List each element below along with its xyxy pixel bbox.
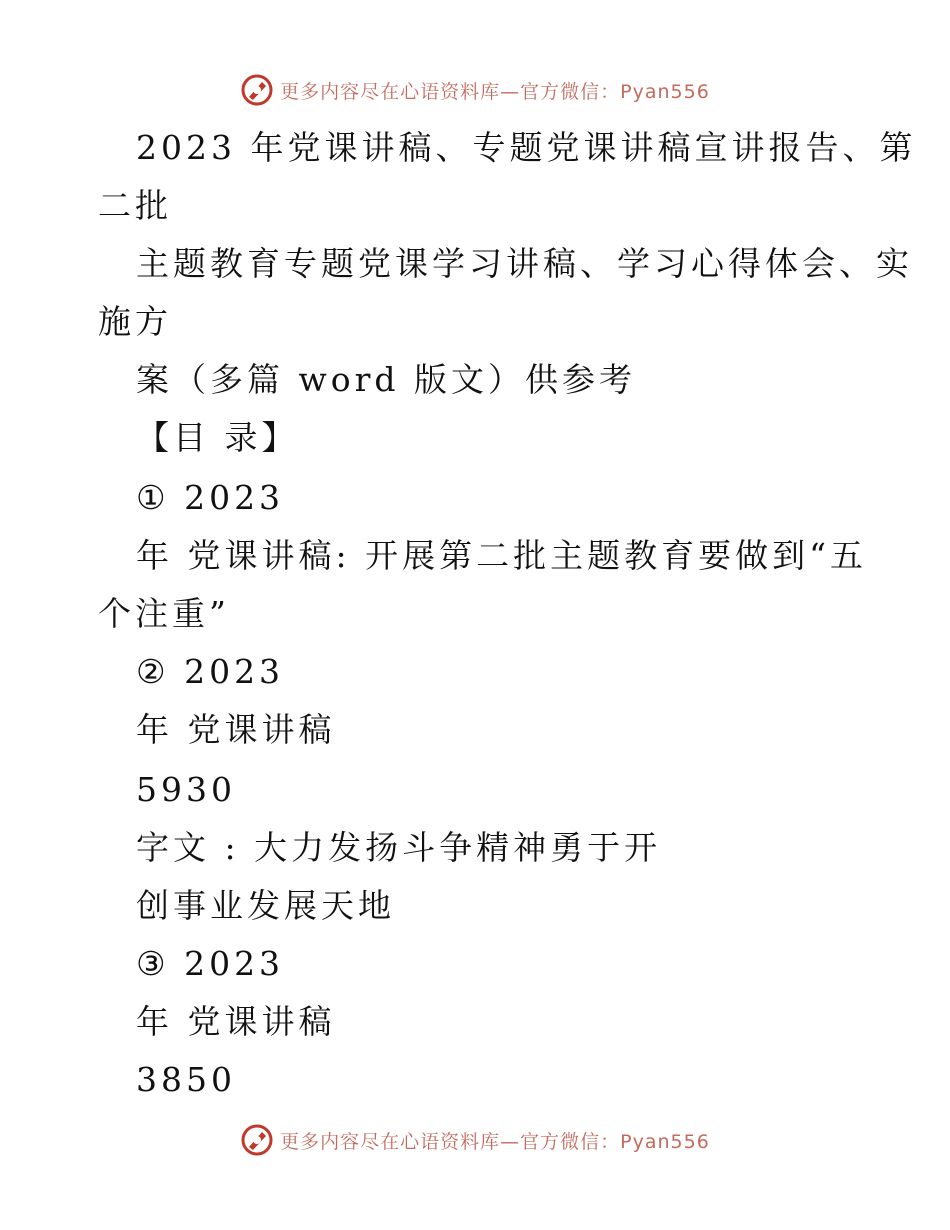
toc-item-1-line-2: 个注重”	[98, 594, 230, 633]
toc-item-2-line-1: 年 党课讲稿	[136, 710, 336, 749]
toc-item-3-count: 3850	[136, 1060, 236, 1099]
title-line-5: 案（多篇 word 版文）供参考	[136, 360, 636, 399]
logo-icon	[240, 1123, 274, 1157]
toc-item-3-line-1: 年 党课讲稿	[136, 1002, 336, 1041]
toc-item-1-number: ① 2023	[136, 478, 285, 517]
toc-heading: 【目 录】	[136, 418, 299, 457]
logo-icon	[240, 73, 274, 107]
watermark-footer	[0, 1120, 950, 1160]
toc-item-3-number: ③ 2023	[136, 944, 285, 983]
toc-item-1-line-1: 年 党课讲稿: 开展第二批主题教育要做到“五	[136, 536, 867, 575]
toc-item-2-line-2: 字文 : 大力发扬斗争精神勇于开	[136, 828, 662, 867]
title-line-1: 2023 年党课讲稿、专题党课讲稿宣讲报告、第	[136, 128, 917, 167]
title-line-4: 施方	[98, 302, 172, 341]
watermark-text: 更多内容尽在心语资料库—官方微信：Pyan556	[280, 80, 710, 103]
watermark-text: 更多内容尽在心语资料库—官方微信：Pyan556	[280, 1130, 710, 1153]
toc-item-2-number: ② 2023	[136, 652, 285, 691]
toc-item-2-count: 5930	[136, 770, 236, 809]
title-line-2: 二批	[98, 186, 172, 225]
toc-item-2-line-3: 创事业发展天地	[136, 886, 395, 925]
watermark-header	[0, 70, 950, 110]
title-line-3: 主题教育专题党课学习讲稿、学习心得体会、实	[136, 244, 913, 283]
